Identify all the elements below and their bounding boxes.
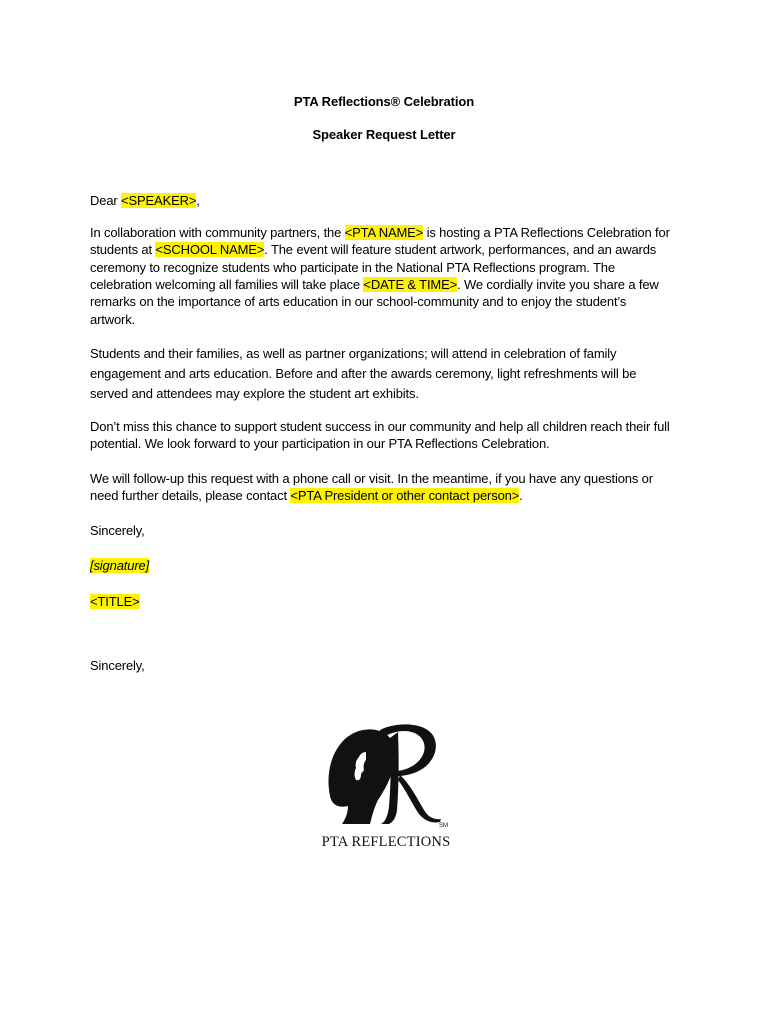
text-run: . We cordially invite you share a few <box>457 277 659 292</box>
paragraph-line: remarks on the importance of arts education in our school-community and to enjoy the student’s <box>90 294 627 309</box>
logo-wordmark: PTA REFLECTIONS <box>321 834 451 850</box>
text-run: students at <box>90 242 156 257</box>
text-run: . <box>519 488 523 503</box>
text-run: need further details, please contact <box>90 488 291 503</box>
text-run: is hosting a PTA Reflections Celebration for <box>423 225 670 240</box>
paragraph-line: artwork. <box>90 312 136 327</box>
date-time-placeholder: <DATE & TIME> <box>363 277 458 292</box>
text-run: In collaboration with community partners, the <box>90 225 345 240</box>
greeting <box>90 193 690 208</box>
pta-name-placeholder: <PTA NAME> <box>344 225 424 240</box>
school-name-placeholder: <SCHOOL NAME> <box>155 242 265 257</box>
greeting-suffix: , <box>196 193 200 208</box>
title-placeholder: <TITLE> <box>90 594 140 609</box>
paragraph-line: ceremony to recognize students who participate in the National PTA Reflections program. The <box>90 260 615 275</box>
signature-line <box>90 558 690 573</box>
paragraph-line: Don’t miss this chance to support student success in our community and help all children reach their full <box>90 419 670 434</box>
paragraph-line: served and attendees may explore the student art exhibits. <box>90 386 419 401</box>
paragraph-line <box>90 225 690 240</box>
closing-sincerely: Sincerely, <box>90 523 145 538</box>
paragraph-line <box>90 277 690 292</box>
paragraph-line: potential. We look forward to your participation in our PTA Reflections Celebration. <box>90 436 550 451</box>
paragraph-line: engagement and arts education. Before and after the awards ceremony, light refreshments will be <box>90 366 637 381</box>
reflections-r-profile-icon <box>318 718 454 830</box>
document-subtitle: Speaker Request Letter <box>312 127 456 142</box>
title-line <box>90 594 690 609</box>
signature-placeholder: [signature] <box>90 558 150 573</box>
contact-person-placeholder: <PTA President or other contact person> <box>290 488 520 503</box>
text-run: celebration welcoming all families will take place <box>90 277 364 292</box>
pta-reflections-logo <box>318 718 454 852</box>
paragraph-line <box>90 488 690 503</box>
paragraph-line: We will follow-up this request with a phone call or visit. In the meantime, if you have any questions or <box>90 471 653 486</box>
paragraph-line <box>90 242 690 257</box>
paragraph-line: Students and their families, as well as partner organizations; will attend in celebration of family <box>90 346 617 361</box>
greeting-prefix: Dear <box>90 193 122 208</box>
text-run: . The event will feature student artwork, performances, and an awards <box>264 242 657 257</box>
service-mark: SM <box>439 823 448 829</box>
closing-sincerely-repeat: Sincerely, <box>90 658 145 673</box>
speaker-placeholder: <SPEAKER> <box>121 193 197 208</box>
document-title: PTA Reflections® Celebration <box>293 94 475 109</box>
